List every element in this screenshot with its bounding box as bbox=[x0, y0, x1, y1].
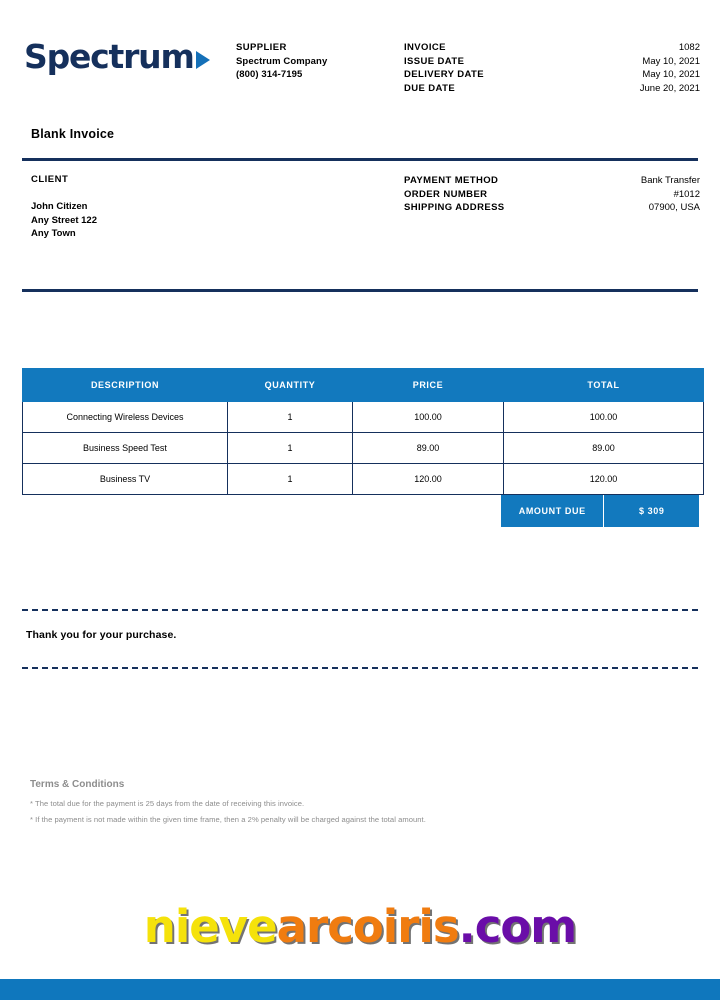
payment-method-label: PAYMENT METHOD bbox=[404, 175, 499, 186]
cell-total: 89.00 bbox=[504, 433, 704, 464]
cell-price: 89.00 bbox=[353, 433, 504, 464]
payment-meta-row bbox=[404, 174, 700, 188]
issue-date-label: ISSUE DATE bbox=[404, 55, 465, 67]
table-body bbox=[23, 402, 704, 495]
supplier-name: Spectrum Company bbox=[236, 55, 328, 67]
client-street: Any Street 122 bbox=[31, 214, 98, 226]
column-header-quantity: QUANTITY bbox=[228, 369, 353, 402]
divider-dashed-bottom bbox=[22, 667, 698, 669]
cell-quantity: 1 bbox=[228, 402, 353, 433]
cell-description: Connecting Wireless Devices bbox=[23, 402, 228, 433]
column-header-price: PRICE bbox=[353, 369, 504, 402]
line-items-table bbox=[22, 368, 704, 495]
cell-total: 120.00 bbox=[504, 464, 704, 495]
page-title: Blank Invoice bbox=[31, 127, 115, 141]
invoice-meta-row bbox=[404, 55, 700, 69]
terms-title: Terms & Conditions bbox=[30, 779, 125, 790]
terms-section bbox=[30, 779, 670, 828]
shipping-address-label: SHIPPING ADDRESS bbox=[404, 202, 505, 213]
cell-price: 100.00 bbox=[353, 402, 504, 433]
delivery-date-value: May 10, 2021 bbox=[642, 69, 700, 80]
watermark-part-three: .com bbox=[458, 900, 577, 953]
play-arrow-icon bbox=[196, 51, 210, 69]
order-number-value: #1012 bbox=[673, 188, 700, 200]
cell-quantity: 1 bbox=[228, 464, 353, 495]
watermark-part-two: arcoiris bbox=[276, 900, 459, 953]
invoice-meta-row bbox=[404, 41, 700, 55]
payment-meta-row bbox=[404, 188, 700, 202]
terms-item: * If the payment is not made within the given time frame, then a 2% penalty will be charged against the total amount. bbox=[30, 815, 426, 824]
terms-item: * The total due for the payment is 25 days from the date of receiving this invoice. bbox=[30, 799, 305, 808]
due-date-value: June 20, 2021 bbox=[639, 82, 700, 94]
invoice-meta-row bbox=[404, 68, 700, 82]
due-date-label: DUE DATE bbox=[404, 82, 456, 94]
cell-quantity: 1 bbox=[228, 433, 353, 464]
table-head bbox=[23, 369, 704, 402]
site-watermark bbox=[0, 900, 720, 953]
amount-due-value: $ 309 bbox=[603, 495, 699, 527]
table-row bbox=[23, 433, 704, 464]
supplier-phone: (800) 314-7195 bbox=[236, 69, 303, 80]
supplier-block bbox=[236, 41, 327, 82]
spectrum-logo bbox=[24, 37, 210, 76]
column-header-total: TOTAL bbox=[504, 369, 704, 402]
invoice-meta-block bbox=[404, 41, 700, 95]
payment-meta-row bbox=[404, 201, 700, 215]
invoice-meta-row bbox=[404, 82, 700, 96]
client-label: CLIENT bbox=[31, 174, 69, 185]
thank-you-message: Thank you for your purchase. bbox=[26, 629, 177, 641]
client-town: Any Town bbox=[31, 228, 76, 239]
invoice-number-label: INVOICE bbox=[404, 42, 446, 53]
cell-total: 100.00 bbox=[504, 402, 704, 433]
table-header-row bbox=[23, 369, 704, 402]
logo-wordmark: Spectrum bbox=[24, 37, 194, 76]
table-row bbox=[23, 402, 704, 433]
bottom-accent-bar bbox=[0, 979, 720, 1000]
invoice-header bbox=[0, 0, 720, 110]
cell-price: 120.00 bbox=[353, 464, 504, 495]
order-number-label: ORDER NUMBER bbox=[404, 188, 488, 200]
shipping-address-value: 07900, USA bbox=[648, 202, 700, 213]
amount-due-label: AMOUNT DUE bbox=[501, 495, 603, 527]
payment-method-value: Bank Transfer bbox=[640, 175, 700, 186]
cell-description: Business TV bbox=[23, 464, 228, 495]
delivery-date-label: DELIVERY DATE bbox=[404, 69, 484, 80]
supplier-label: SUPPLIER bbox=[236, 42, 287, 53]
invoice-number-value: 1082 bbox=[678, 42, 700, 53]
table-row bbox=[23, 464, 704, 495]
client-name: John Citizen bbox=[31, 201, 88, 212]
client-address bbox=[31, 200, 97, 241]
column-header-description: DESCRIPTION bbox=[23, 369, 228, 402]
divider-top bbox=[22, 158, 698, 161]
divider-mid bbox=[22, 289, 698, 292]
amount-due-block bbox=[501, 495, 699, 527]
payment-meta-block bbox=[404, 174, 700, 215]
divider-dashed-top bbox=[22, 609, 698, 611]
cell-description: Business Speed Test bbox=[23, 433, 228, 464]
issue-date-value: May 10, 2021 bbox=[642, 55, 700, 67]
watermark-part-one: nieve bbox=[143, 900, 277, 953]
